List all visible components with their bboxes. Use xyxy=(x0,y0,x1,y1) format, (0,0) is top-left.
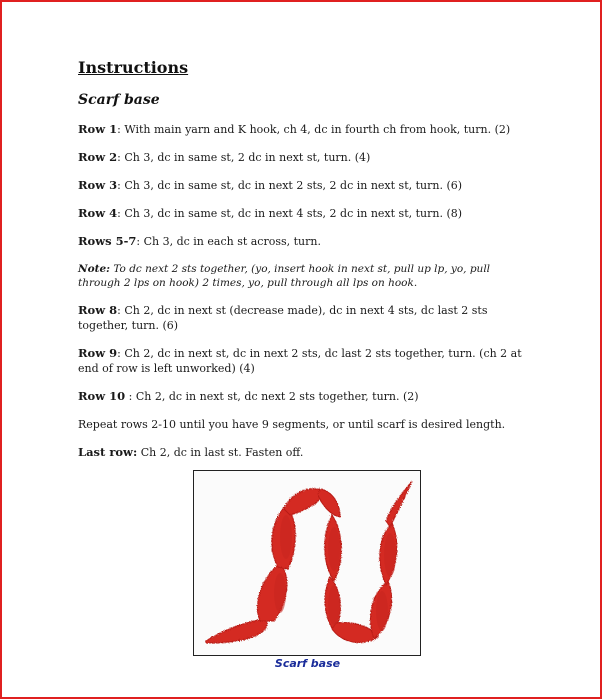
page-title: Instructions xyxy=(78,58,189,77)
row-2 xyxy=(78,150,528,165)
last-row xyxy=(78,445,528,460)
scarf-photo xyxy=(193,470,421,656)
repeat-instruction: Repeat rows 2-10 until you have 9 segments, or until scarf is desired length. xyxy=(78,418,506,431)
row-4 xyxy=(78,206,528,221)
row-text: : Ch 3, dc in same st, dc in next 4 sts, 2 dc in next st, turn. (8) xyxy=(117,207,463,220)
scarf-segment xyxy=(206,619,267,643)
row-9 xyxy=(78,346,528,376)
photo-caption: Scarf base xyxy=(274,657,341,670)
row-text: : Ch 2, dc in next st, dc next 2 sts together, turn. (2) xyxy=(125,390,419,403)
note-text: To dc next 2 sts together, (yo, insert hook in next st, pull up lp, yo, pull through 2 lps on hook) 2 times, yo, pull through all lps on hook. xyxy=(78,263,491,289)
instructions-content xyxy=(78,58,528,473)
note xyxy=(78,262,528,290)
scarf-segment xyxy=(318,489,340,517)
row-text: : Ch 3, dc in each st across, turn. xyxy=(136,235,321,248)
row-label: Row 4 xyxy=(78,206,118,220)
row-label: Row 8 xyxy=(78,303,118,317)
row-label: Row 2 xyxy=(78,150,118,164)
row-text: : Ch 2, dc in next st (decrease made), dc in next 4 sts, dc last 2 sts together, turn. (6) xyxy=(78,304,488,332)
scarf-segment xyxy=(386,481,412,527)
row-label: Row 1 xyxy=(78,122,118,136)
row-label: Row 3 xyxy=(78,178,118,192)
row-1 xyxy=(78,122,528,137)
row-3 xyxy=(78,178,528,193)
scarf-segment xyxy=(284,489,324,515)
row-text: : Ch 3, dc in same st, 2 dc in next st, turn. (4) xyxy=(117,151,371,164)
row-text: : Ch 3, dc in same st, dc in next 2 sts, 2 dc in next st, turn. (6) xyxy=(117,179,463,192)
section-title: Scarf base xyxy=(78,92,160,108)
row-8 xyxy=(78,303,528,333)
row-text: : With main yarn and K hook, ch 4, dc in fourth ch from hook, turn. (2) xyxy=(117,123,511,136)
row-label: Row 10 xyxy=(78,389,126,403)
scarf-image xyxy=(194,471,420,655)
rows-5-7 xyxy=(78,234,528,249)
row-text: Ch 2, dc in last st. Fasten off. xyxy=(137,446,304,459)
row-label: Last row: xyxy=(78,445,138,459)
row-label: Rows 5-7 xyxy=(78,234,137,248)
row-label: Row 9 xyxy=(78,346,118,360)
row-text: : Ch 2, dc in next st, dc in next 2 sts, dc last 2 sts together, turn. (ch 2 at end of row is left unworked) (4) xyxy=(78,347,522,375)
note-label: Note: xyxy=(78,263,111,275)
row-10 xyxy=(78,389,528,404)
